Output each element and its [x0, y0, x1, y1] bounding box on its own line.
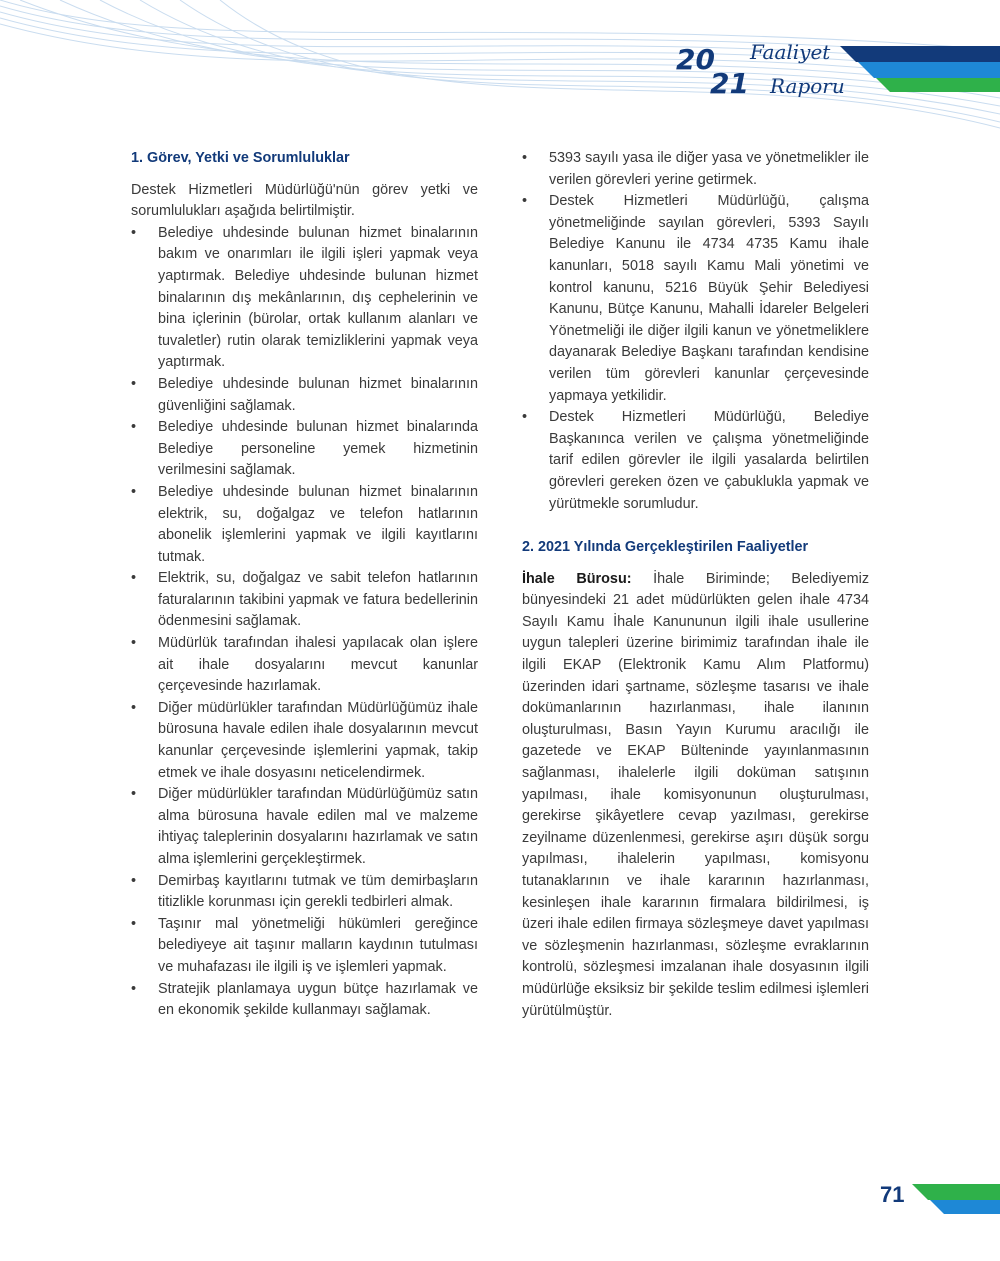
list-item: • Belediye uhdesinde bulunan hizmet binalarının güvenliğini sağlamak.: [131, 375, 478, 414]
logo-word-raporu: Raporu: [770, 74, 845, 98]
footer-ribbon-blue: [930, 1200, 1000, 1214]
header-ribbon-blue: [858, 62, 1000, 78]
report-logo: [674, 40, 844, 104]
header-ribbon-navy: [840, 46, 1000, 62]
list-item: • Destek Hizmetleri Müdürlüğü, çalışma yönetmeliğinde sayılan görevleri, 5393 Sayılı Belediye Kanunu ile 4734 4735 Kamu ihale kanunları, 5018 sayılı Kamu Mali yönetimi ve kontrol kanunu, 5216 Büyük Şehir Belediyesi Kanunu, Bütçe Kanunu, Mahalli İdareler Belgeleri Yönetmeliği ile diğer ilgili kanun ve yönetmeliklere dayanarak Belediye Başkanı tarafından kendisine verilen tüm görevleri kanunlar çerçevesinde yapmaya yetkilidir.: [522, 193, 869, 404]
list-item: • Belediye uhdesinde bulunan hizmet binalarının elektrik, su, doğalgaz ve telefon hatlarının abonelik işlemlerini yapmak ve ilgili kayıtlarını tutmak.: [131, 483, 478, 565]
list-item: • Stratejik planlamaya uygun bütçe hazırlamak ve en ekonomik şekilde kullanmayı sağlamak.: [131, 980, 478, 1019]
section-heading-duties: 1. Görev, Yetki ve Sorumluluklar: [131, 150, 350, 166]
intro-paragraph: Destek Hizmetleri Müdürlüğü'nün görev yetki ve sorumlulukları aşağıda belirtilmiştir.: [131, 181, 478, 220]
footer-ribbon-green: [912, 1184, 1000, 1200]
tender-office-text: İhale Biriminde; Belediyemiz bünyesindeki 21 adet müdürlükten gelen ihale 4734 Sayılı Kamu İhale Kanununun ilgili ihale usullerine uygun talepleri üzerine birimimiz tarafından ihale ile ilgili EKAP (Elektronik Kamu Alım Platformu) üzerinden idari şartname, sözleşme tasarısı ve ihale dokümanlarının hazırlanması, ihale ilanının oluşturulması, Basın Yayın Kurumu aracılığı ile gazetede ve EKAP Bülteninde yayınlanmasının sağlanması, ihalelerle ilgili doküman satışının yapılması, ihale komisyonunun oluşturulması, gerekirse şikâyetlere cevap yazılması, gerekirse zeyilname düzenlenmesi, gerekirse aşırı düşük sorgu yapılması, ihalelerin yapılması, komisyonu tutanaklarının ve ihale kararının hazırlanması, kesinleşen ihale kararının firmalara bildirilmesi, iş üzeri ihale edilen firmaya sözleşmeye davet yapılması ve sözleşmenin hazırlanması, sözleşme evraklarının kontrolü, sözleşmesi imzalanan ihale dosyasının ilgili müdürlüğe eksiksiz bir şekilde teslim edilmesi işlemleri yürütülmüştür.: [522, 570, 870, 1019]
right-column: [522, 148, 869, 1022]
tender-office-label: İhale Bürosu:: [522, 570, 632, 587]
list-item: • Taşınır mal yönetmeliği hükümleri gereğince belediyeye ait taşınır malların kaydının tutulması ve muhafazası ile ilgili iş ve işlemleri yapmak.: [131, 915, 478, 975]
page-number: 71: [880, 1182, 905, 1207]
duties-list: [131, 223, 478, 1022]
section-heading-activities: 2. 2021 Yılında Gerçekleştirilen Faaliyetler: [522, 539, 809, 556]
left-column: [131, 148, 478, 1022]
logo-word-faaliyet: Faaliyet: [750, 40, 831, 64]
list-item: • Müdürlük tarafından ihalesi yapılacak olan işlere ait ihale dosyalarını mevcut kanunlar çerçevesinde hazırlamak.: [131, 635, 478, 695]
list-item: • Diğer müdürlükler tarafından Müdürlüğümüz satın alma bürosuna havale edilen mal ve malzeme ihtiyaç taleplerinin dosyalarını hazırlamak ve satın alma işlemlerini gerçekleştirmek.: [131, 786, 478, 867]
list-item: • Diğer müdürlükler tarafından Müdürlüğümüz ihale bürosuna havale edilen ihale dosyalarının mevcut kanunlar çerçevesinde işlemlerini yapmak, takip etmek ve ihale dosyasını neticelendirmek.: [131, 699, 478, 781]
header-wave-decoration: [0, 0, 1000, 160]
list-item: • Demirbaş kayıtlarını tutmak ve tüm demirbaşların titizlikle korunması için gerekli tedbirleri almak.: [131, 872, 478, 911]
duties-list-continued: [522, 148, 869, 515]
list-item: • Destek Hizmetleri Müdürlüğü, Belediye Başkanınca verilen ve çalışma yönetmeliğinde tarif edilen görevler ile ilgili yasalarda belirtilen görevleri gereken özen ve çabuklukla yapmak ve yürütmekle sorumludur.: [522, 409, 869, 512]
logo-year-top: 20: [676, 43, 715, 76]
logo-year-bottom: 21: [710, 67, 749, 100]
list-item: • Elektrik, su, doğalgaz ve sabit telefon hatlarının faturalarının takibini yapmak ve fatura bedellerinin ödenmesini sağlamak.: [131, 570, 478, 630]
tender-office-paragraph: [522, 569, 869, 1022]
header-ribbon-green: [876, 78, 1000, 92]
list-item: • 5393 sayılı yasa ile diğer yasa ve yönetmelikler ile verilen görevleri yerine getirmek.: [522, 150, 869, 188]
list-item: • Belediye uhdesinde bulunan hizmet binalarında Belediye personeline yemek hizmetinin verilmesini sağlamak.: [131, 419, 478, 479]
list-item: • Belediye uhdesinde bulunan hizmet binalarının bakım ve onarımları ile ilgili işleri yapmak veya yaptırmak. Belediye uhdesinde bulunan hizmet binalarının dış mekânlarının, dış cephelerinin ve bina içlerinin (bürolar, ortak kullanım alanları ve tuvaletler) rutin olarak temizliklerini yapmak veya yaptırmak.: [131, 224, 478, 371]
